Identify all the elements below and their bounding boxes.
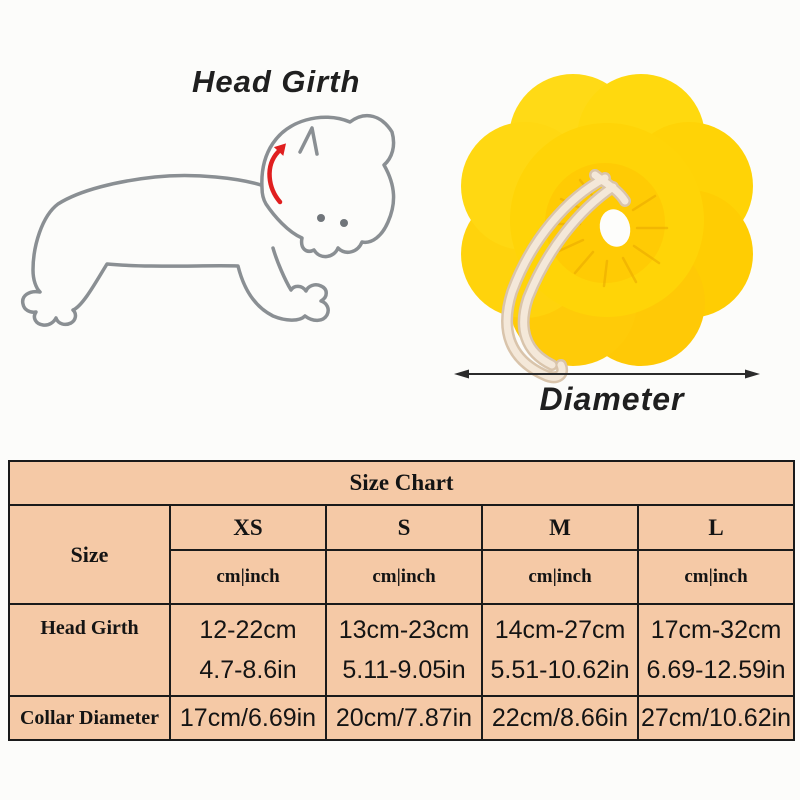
column-header-xs: XS: [170, 505, 326, 550]
table-row: [9, 505, 794, 550]
collar-diameter-l: 27cm/10.62in: [638, 696, 794, 740]
cat-eye-left: [317, 214, 325, 222]
head-girth-s: 13cm-23cm 5.11-9.05in: [326, 604, 482, 696]
diameter-label: Diameter: [539, 381, 685, 417]
collar-diameter-s: 20cm/7.87in: [326, 696, 482, 740]
unit-header: cm|inch: [638, 550, 794, 604]
cat-head: [262, 116, 394, 257]
collar-illustration: [455, 60, 765, 385]
unit-header: cm|inch: [482, 550, 638, 604]
column-header-s: S: [326, 505, 482, 550]
head-girth-row-label: Head Girth: [9, 604, 170, 696]
cat-eye-right: [340, 219, 348, 227]
column-header-l: L: [638, 505, 794, 550]
head-girth-xs: 12-22cm 4.7-8.6in: [170, 604, 326, 696]
unit-header: cm|inch: [326, 550, 482, 604]
collar-diameter-row-label: Collar Diameter: [9, 696, 170, 740]
column-header-m: M: [482, 505, 638, 550]
table-row: [9, 461, 794, 505]
table-row: [9, 604, 794, 696]
cat-illustration: [15, 110, 410, 340]
unit-header: cm|inch: [170, 550, 326, 604]
head-girth-m: 14cm-27cm 5.51-10.62in: [482, 604, 638, 696]
table-row: [9, 696, 794, 740]
head-girth-l: 17cm-32cm 6.69-12.59in: [638, 604, 794, 696]
collar-diameter-m: 22cm/8.66in: [482, 696, 638, 740]
collar-diameter-xs: 17cm/6.69in: [170, 696, 326, 740]
size-chart-table: [8, 460, 795, 741]
size-header: Size: [9, 505, 170, 604]
head-girth-label: Head Girth: [192, 64, 361, 99]
table-title: Size Chart: [9, 461, 794, 505]
